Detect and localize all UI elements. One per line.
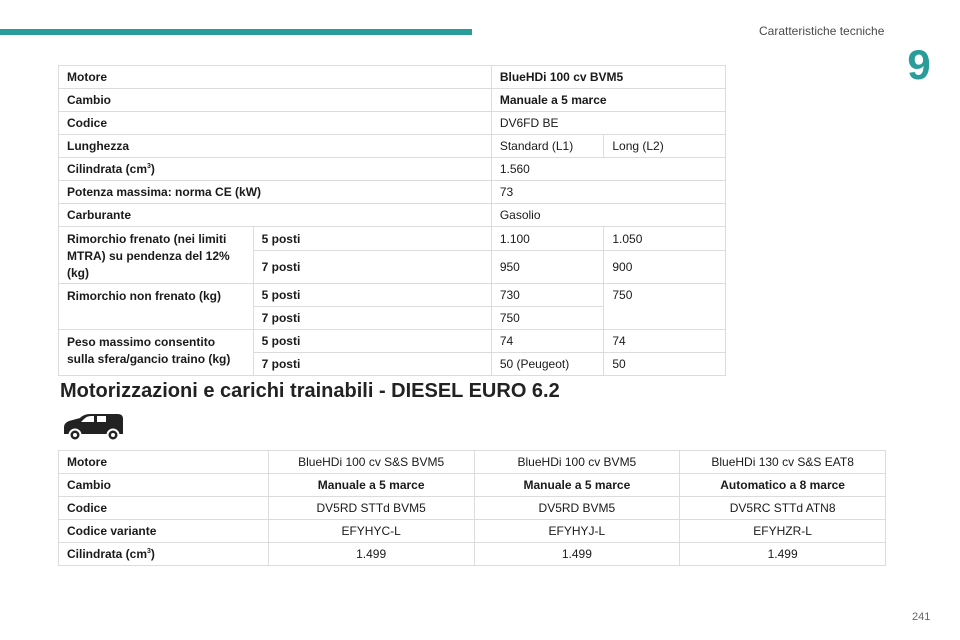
value-codice-2: DV5RD BVM5 <box>474 497 680 520</box>
value-cilindrata-2: 1.499 <box>474 543 680 566</box>
cilindrata-sup: 3 <box>147 163 151 170</box>
table-row <box>59 135 726 158</box>
engine-specs-table-1 <box>58 65 726 376</box>
table-row <box>59 158 726 181</box>
header-accent-bar <box>0 29 472 35</box>
table-row <box>59 181 726 204</box>
cilindrata-label-text: Cilindrata (cm <box>67 547 148 561</box>
row-label-rimorchio-frenato: Rimorchio frenato (nei limiti MTRA) su pendenza del 12% (kg) <box>59 227 254 284</box>
table-row <box>59 284 726 307</box>
section-title: Caratteristiche tecniche <box>759 24 885 38</box>
row-label-motore: Motore <box>59 451 269 474</box>
value-peso-7-l2: 50 <box>604 353 726 376</box>
table-row <box>59 89 726 112</box>
table-row <box>59 204 726 227</box>
value-codice-variante-3: EFYHZR-L <box>680 520 886 543</box>
value-lunghezza-long: Long (L2) <box>604 135 726 158</box>
table-row <box>59 451 886 474</box>
value-cambio: Manuale a 5 marce <box>491 89 725 112</box>
value-codice-variante-1: EFYHYC-L <box>268 520 474 543</box>
posti-7: 7 posti <box>253 307 491 330</box>
value-codice-1: DV5RD STTd BVM5 <box>268 497 474 520</box>
cilindrata-label-text: Cilindrata (cm <box>67 162 148 176</box>
page-number: 241 <box>912 611 931 623</box>
value-peso-5-l1: 74 <box>491 330 604 353</box>
row-label-cambio: Cambio <box>59 89 492 112</box>
posti-5: 5 posti <box>253 227 491 251</box>
table-row <box>59 112 726 135</box>
row-label-peso-massimo: Peso massimo consentito sulla sfera/gancio traino (kg) <box>59 330 254 376</box>
value-peso-7-l1: 50 (Peugeot) <box>491 353 604 376</box>
value-motore-2: BlueHDi 100 cv BVM5 <box>474 451 680 474</box>
row-label-codice: Codice <box>59 112 492 135</box>
row-label-lunghezza: Lunghezza <box>59 135 492 158</box>
table-row <box>59 543 886 566</box>
row-label-potenza: Potenza massima: norma CE (kW) <box>59 181 492 204</box>
table-row <box>59 66 726 89</box>
table-row <box>59 474 886 497</box>
value-rim-non-frenato-7-l1: 750 <box>491 307 604 330</box>
value-carburante: Gasolio <box>491 204 725 227</box>
engine-specs-table-2 <box>58 450 886 566</box>
posti-5: 5 posti <box>253 330 491 353</box>
value-cilindrata: 1.560 <box>491 158 725 181</box>
value-rim-frenato-5-l2: 1.050 <box>604 227 726 251</box>
value-cilindrata-3: 1.499 <box>680 543 886 566</box>
value-rim-frenato-5-l1: 1.100 <box>491 227 604 251</box>
row-label-rimorchio-non-frenato: Rimorchio non frenato (kg) <box>59 284 254 330</box>
value-cambio-3: Automatico a 8 marce <box>680 474 886 497</box>
value-cilindrata-1: 1.499 <box>268 543 474 566</box>
row-label-cilindrata <box>59 543 269 566</box>
row-label-codice-variante: Codice variante <box>59 520 269 543</box>
table-row <box>59 497 886 520</box>
value-codice-variante-2: EFYHYJ-L <box>474 520 680 543</box>
table-row <box>59 227 726 251</box>
value-potenza: 73 <box>491 181 725 204</box>
value-cambio-1: Manuale a 5 marce <box>268 474 474 497</box>
value-rim-non-frenato-5-l1: 730 <box>491 284 604 307</box>
value-motore: BlueHDi 100 cv BVM5 <box>491 66 725 89</box>
value-cambio-2: Manuale a 5 marce <box>474 474 680 497</box>
row-label-cambio: Cambio <box>59 474 269 497</box>
row-label-cilindrata <box>59 158 492 181</box>
row-label-codice: Codice <box>59 497 269 520</box>
chapter-number: 9 <box>907 41 931 88</box>
table-row <box>59 330 726 353</box>
van-icon <box>60 410 126 442</box>
posti-5: 5 posti <box>253 284 491 307</box>
value-lunghezza-standard: Standard (L1) <box>491 135 604 158</box>
value-peso-5-l2: 74 <box>604 330 726 353</box>
cilindrata-sup: 3 <box>147 548 151 555</box>
value-motore-1: BlueHDi 100 cv S&S BVM5 <box>268 451 474 474</box>
value-rim-frenato-7-l2: 900 <box>604 251 726 284</box>
row-label-motore: Motore <box>59 66 492 89</box>
section-heading: Motorizzazioni e carichi trainabili - DIESEL EURO 6.2 <box>60 380 560 402</box>
value-codice: DV6FD BE <box>491 112 725 135</box>
posti-7: 7 posti <box>253 251 491 284</box>
cilindrata-close: ) <box>150 547 155 561</box>
posti-7: 7 posti <box>253 353 491 376</box>
table-row <box>59 520 886 543</box>
value-motore-3: BlueHDi 130 cv S&S EAT8 <box>680 451 886 474</box>
value-rim-non-frenato-l2: 750 <box>604 284 726 330</box>
row-label-carburante: Carburante <box>59 204 492 227</box>
value-rim-frenato-7-l1: 950 <box>491 251 604 284</box>
value-codice-3: DV5RC STTd ATN8 <box>680 497 886 520</box>
cilindrata-close: ) <box>150 162 155 176</box>
